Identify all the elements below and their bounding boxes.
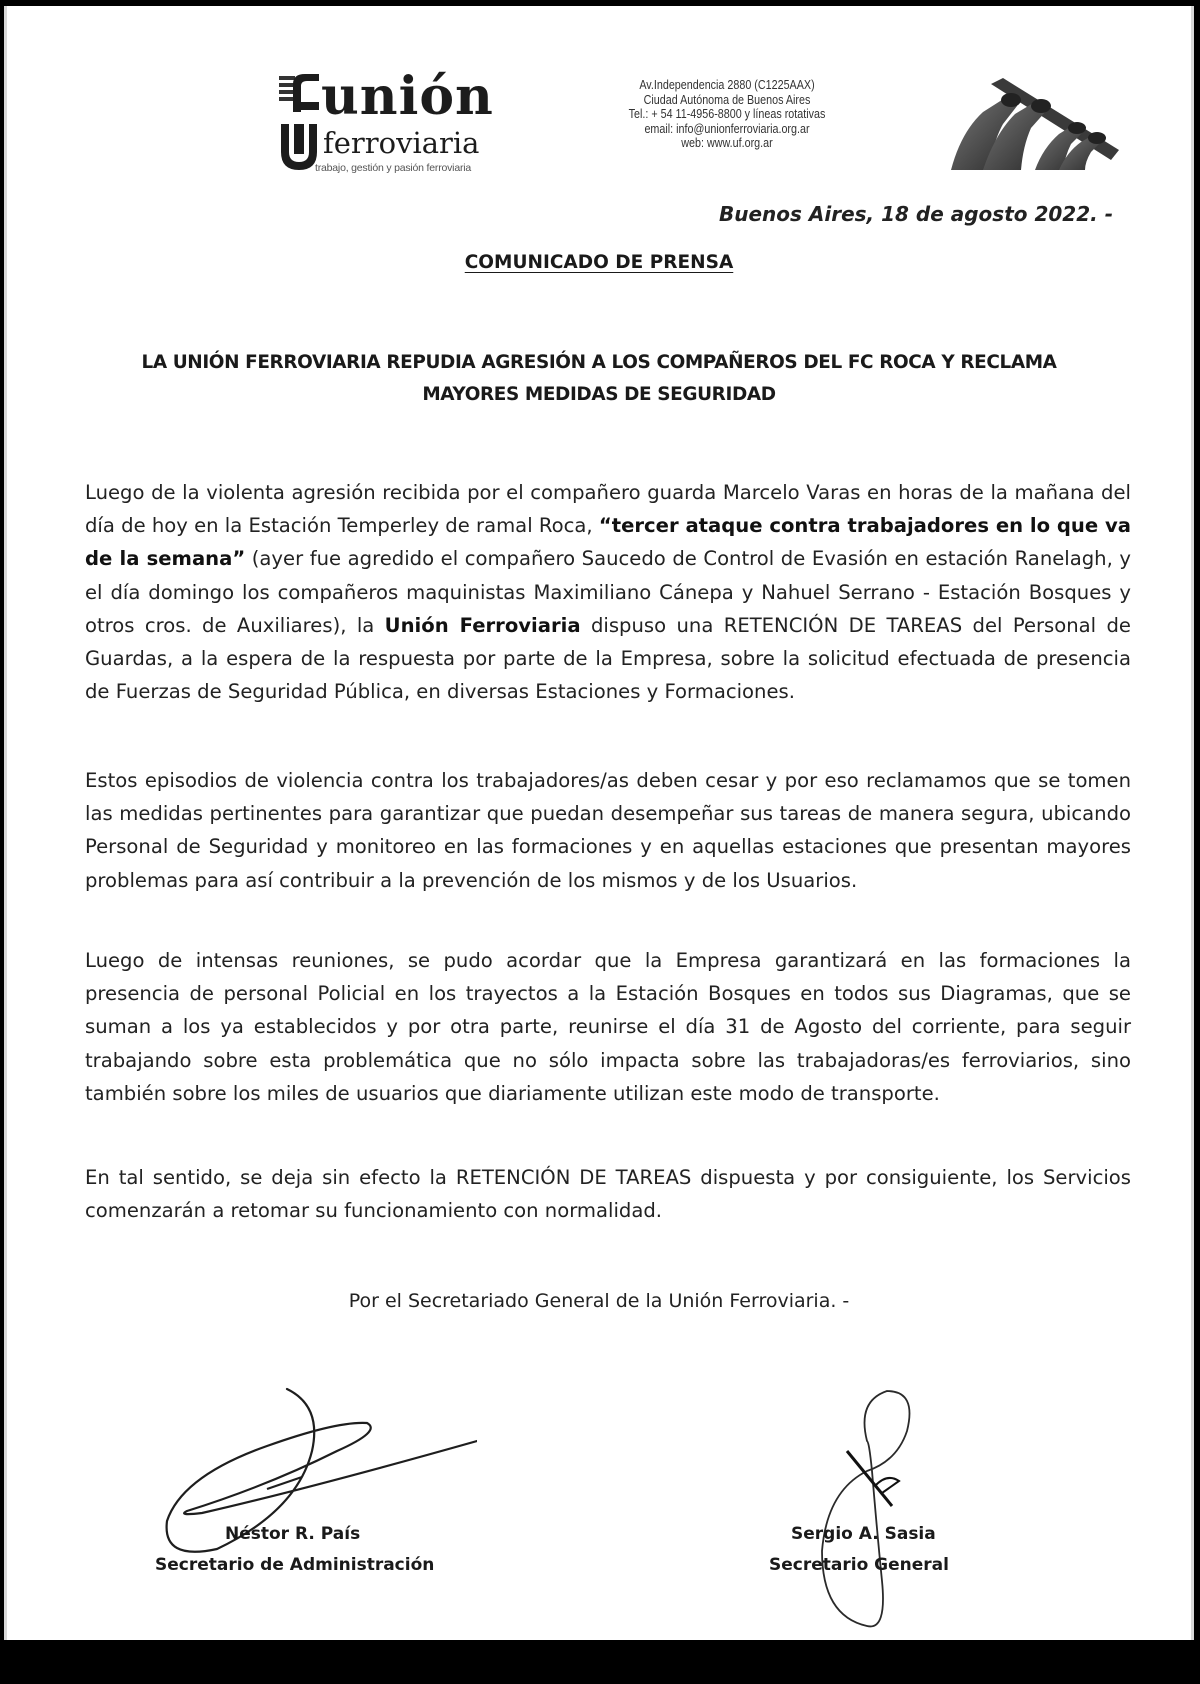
- paragraph-1: [85, 476, 1131, 708]
- headline: [83, 346, 1115, 410]
- headline-line-1: LA UNIÓN FERROVIARIA REPUDIA AGRESIÓN A LOS COMPAÑEROS DEL FC ROCA Y RECLAMA: [141, 351, 1057, 373]
- letterhead-address: [607, 78, 848, 151]
- union-ferroviaria-logo-icon: [279, 72, 319, 172]
- raised-fists-holding-rail-icon: [943, 72, 1123, 172]
- headline-line-2: MAYORES MEDIDAS DE SEGURIDAD: [422, 383, 776, 405]
- press-release-label: [7, 252, 1191, 273]
- paragraph-1-text-e: dispuso una RETENCIÓN DE TAREAS del Personal de Guardas, a la espera de la respuesta por parte de la Empresa, sobre la solicitud efectuada de presencia de Fuerzas de Seguridad Pública, en diversas Estaciones y Formaciones.: [85, 613, 1131, 704]
- paragraph-1-bold-union: Unión Ferroviaria: [384, 613, 581, 637]
- address-web: web: www.uf.org.ar: [681, 136, 773, 150]
- handwritten-signature-icon: [807, 1381, 937, 1646]
- logo-wordmark-ferroviaria: ferroviaria: [323, 126, 480, 160]
- paragraph-2: Estos episodios de violencia contra los trabajadores/as deben cesar y por eso reclamamos que se tomen las medidas pertinentes para garantizar que puedan desempeñar sus tareas de manera segura, ubicando Personal de Seguridad y monitoreo en las formaciones y en aquellas estaciones que presentan mayores problemas para así contribuir a la prevención de los mismos y de los Usuarios.: [85, 769, 1131, 892]
- address-city: Ciudad Autónoma de Buenos Aires: [643, 92, 811, 107]
- signatory-role: Secretario de Administración: [155, 1555, 435, 1575]
- press-release-label-text: COMUNICADO DE PRENSA: [464, 252, 734, 273]
- logo-tagline: trabajo, gestión y pasión ferroviaria: [315, 162, 472, 174]
- signatory-name: Néstor R. País: [225, 1524, 361, 1544]
- address-email: email: info@unionferroviaria.org.ar: [644, 121, 810, 136]
- signatory-role: Secretario General: [769, 1555, 949, 1575]
- union-ferroviaria-logo: [279, 66, 519, 178]
- paragraph-4: En tal sentido, se deja sin efecto la RETENCIÓN DE TAREAS dispuesta y por consiguiente, los Servicios comenzarán a retomar su funcionamiento con normalidad.: [85, 1166, 1131, 1223]
- address-street: Av.Independencia 2880 (C1225AAX): [639, 78, 815, 92]
- paragraph-1-text-c: (ayer fue agredido el compañero Saucedo de Control de Evasión en estación Ranelagh, y el día domingo los compañeros maquinistas Maximiliano Cánepa y Nahuel Serrano - Estación Bosques y otros cros. de Auxiliares), la: [85, 547, 1131, 637]
- logo-wordmark-union: unión: [321, 66, 494, 127]
- paragraph-1-bold-quote: “tercer ataque contra trabajadores en lo que va de la semana”: [85, 514, 1131, 571]
- document-page: [4, 6, 1194, 1640]
- paragraph-3: Luego de intensas reuniones, se pudo acordar que la Empresa garantizará en las formaciones la presencia de personal Policial en los trayectos a la Estación Bosques en todos sus Diagramas, que se suman a los ya establecidos y por otra parte, reunirse el día 31 de Agosto del corriente, para seguir trabajando sobre esta problemática que no sólo impacta sobre las trabajadoras/es ferroviarios, sino también sobre los miles de usuarios que diariamente utilizan este modo de transporte.: [85, 949, 1131, 1105]
- closing-line: Por el Secretariado General de la Unión Ferroviaria. -: [348, 1290, 850, 1312]
- signatory-name: Sergio A. Sasia: [791, 1524, 936, 1544]
- dateline: Buenos Aires, 18 de agosto 2022. -: [718, 202, 1113, 226]
- address-phone: Tel.: + 54 11-4956-8800 y líneas rotativas: [628, 107, 826, 121]
- paragraph-1-text-a: Luego de la violenta agresión recibida por el compañero guarda Marcelo Varas en horas de la mañana del día de hoy en la Estación Temperley de ramal Roca,: [85, 481, 1131, 538]
